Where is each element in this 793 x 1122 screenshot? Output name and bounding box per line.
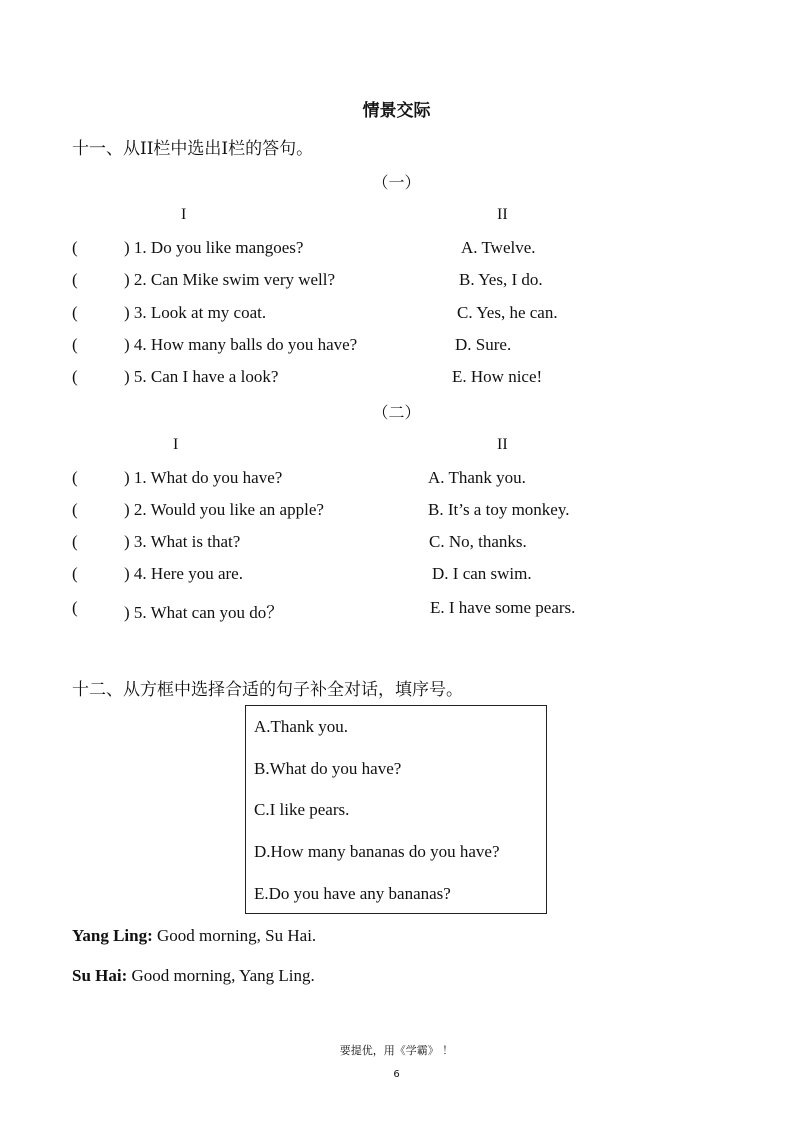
question-text: ) 1. What do you have? — [124, 468, 283, 487]
box-option-e: E.Do you have any bananas? — [254, 884, 451, 903]
part-2-row-5 — [72, 598, 752, 622]
part-2-column-ii: II — [497, 436, 508, 453]
question-text: ) 3. Look at my coat. — [124, 303, 267, 322]
answer-blank[interactable]: ( — [72, 270, 78, 289]
part-2-row-4 — [72, 564, 752, 588]
answer-blank[interactable]: ( — [72, 532, 78, 551]
section-12-heading: 十二、从方框中选择合适的句子补全对话，填序号。 — [72, 680, 463, 700]
dialog-text: Good morning, Su Hai. — [152, 926, 317, 945]
answer-blank[interactable]: ( — [72, 335, 78, 354]
part-2-row-2 — [72, 500, 752, 524]
answer-blank[interactable]: ( — [72, 468, 78, 487]
answer-blank[interactable]: ( — [72, 303, 78, 322]
box-option-c: C.I like pears. — [254, 800, 350, 819]
page-number: 6 — [393, 1069, 400, 1080]
answer-option: D. Sure. — [455, 335, 512, 354]
question-text: ) 4. How many balls do you have? — [124, 335, 358, 354]
question-text: ) 2. Would you like an apple? — [124, 500, 324, 519]
answer-option: C. No, thanks. — [429, 532, 527, 551]
answer-option: A. Twelve. — [461, 238, 536, 257]
dialog-text: Good morning, Yang Ling. — [127, 966, 315, 985]
part-1-row-3 — [72, 303, 752, 327]
answer-option: D. I can swim. — [432, 564, 532, 583]
box-option-a: A.Thank you. — [254, 717, 348, 736]
answer-blank[interactable]: ( — [72, 367, 78, 386]
answer-blank[interactable]: ( — [72, 598, 78, 617]
dialog-line-1 — [72, 926, 316, 946]
question-text: ) 5. Can I have a look? — [124, 367, 279, 386]
question-text: ) 4. Here you are. — [124, 564, 243, 583]
part-2-row-3 — [72, 532, 752, 556]
answer-option: E. How nice! — [452, 367, 543, 386]
part-1-label: （一） — [372, 173, 421, 192]
question-text: ) 3. What is that? — [124, 532, 241, 551]
answer-option: A. Thank you. — [428, 468, 526, 487]
footer-note: 要提优，用《学霸》 ！ — [339, 1044, 454, 1057]
answer-option: B. It’s a toy monkey. — [428, 500, 570, 519]
page-title: 情景交际 — [362, 101, 431, 121]
answer-blank[interactable]: ( — [72, 238, 78, 257]
question-text: ) 2. Can Mike swim very well? — [124, 270, 336, 289]
part-1-column-ii: II — [497, 206, 508, 223]
part-1-row-1 — [72, 238, 752, 262]
speaker-name: Su Hai: — [72, 966, 128, 985]
answer-option: B. Yes, I do. — [459, 270, 543, 289]
box-option-b: B.What do you have? — [254, 759, 402, 778]
part-2-column-i: I — [173, 436, 179, 453]
part-1-row-5 — [72, 367, 752, 391]
answer-option: C. Yes, he can. — [457, 303, 558, 322]
answer-option: E. I have some pears. — [430, 598, 576, 617]
question-text: ) 5. What can you do？ — [124, 603, 284, 622]
part-1-row-4 — [72, 335, 752, 359]
answer-blank[interactable]: ( — [72, 500, 78, 519]
part-2-label: （二） — [372, 403, 421, 422]
box-option-d: D.How many bananas do you have? — [254, 842, 500, 861]
answer-blank[interactable]: ( — [72, 564, 78, 583]
options-box — [245, 705, 547, 914]
dialog-line-2 — [72, 966, 315, 986]
question-text: ) 1. Do you like mangoes? — [124, 238, 304, 257]
speaker-name: Yang Ling: — [72, 926, 153, 945]
part-2-row-1 — [72, 468, 752, 492]
part-1-row-2 — [72, 270, 752, 294]
part-1-column-i: I — [181, 206, 187, 223]
section-11-heading: 十一、从II栏中选出I栏的答句。 — [72, 139, 314, 159]
